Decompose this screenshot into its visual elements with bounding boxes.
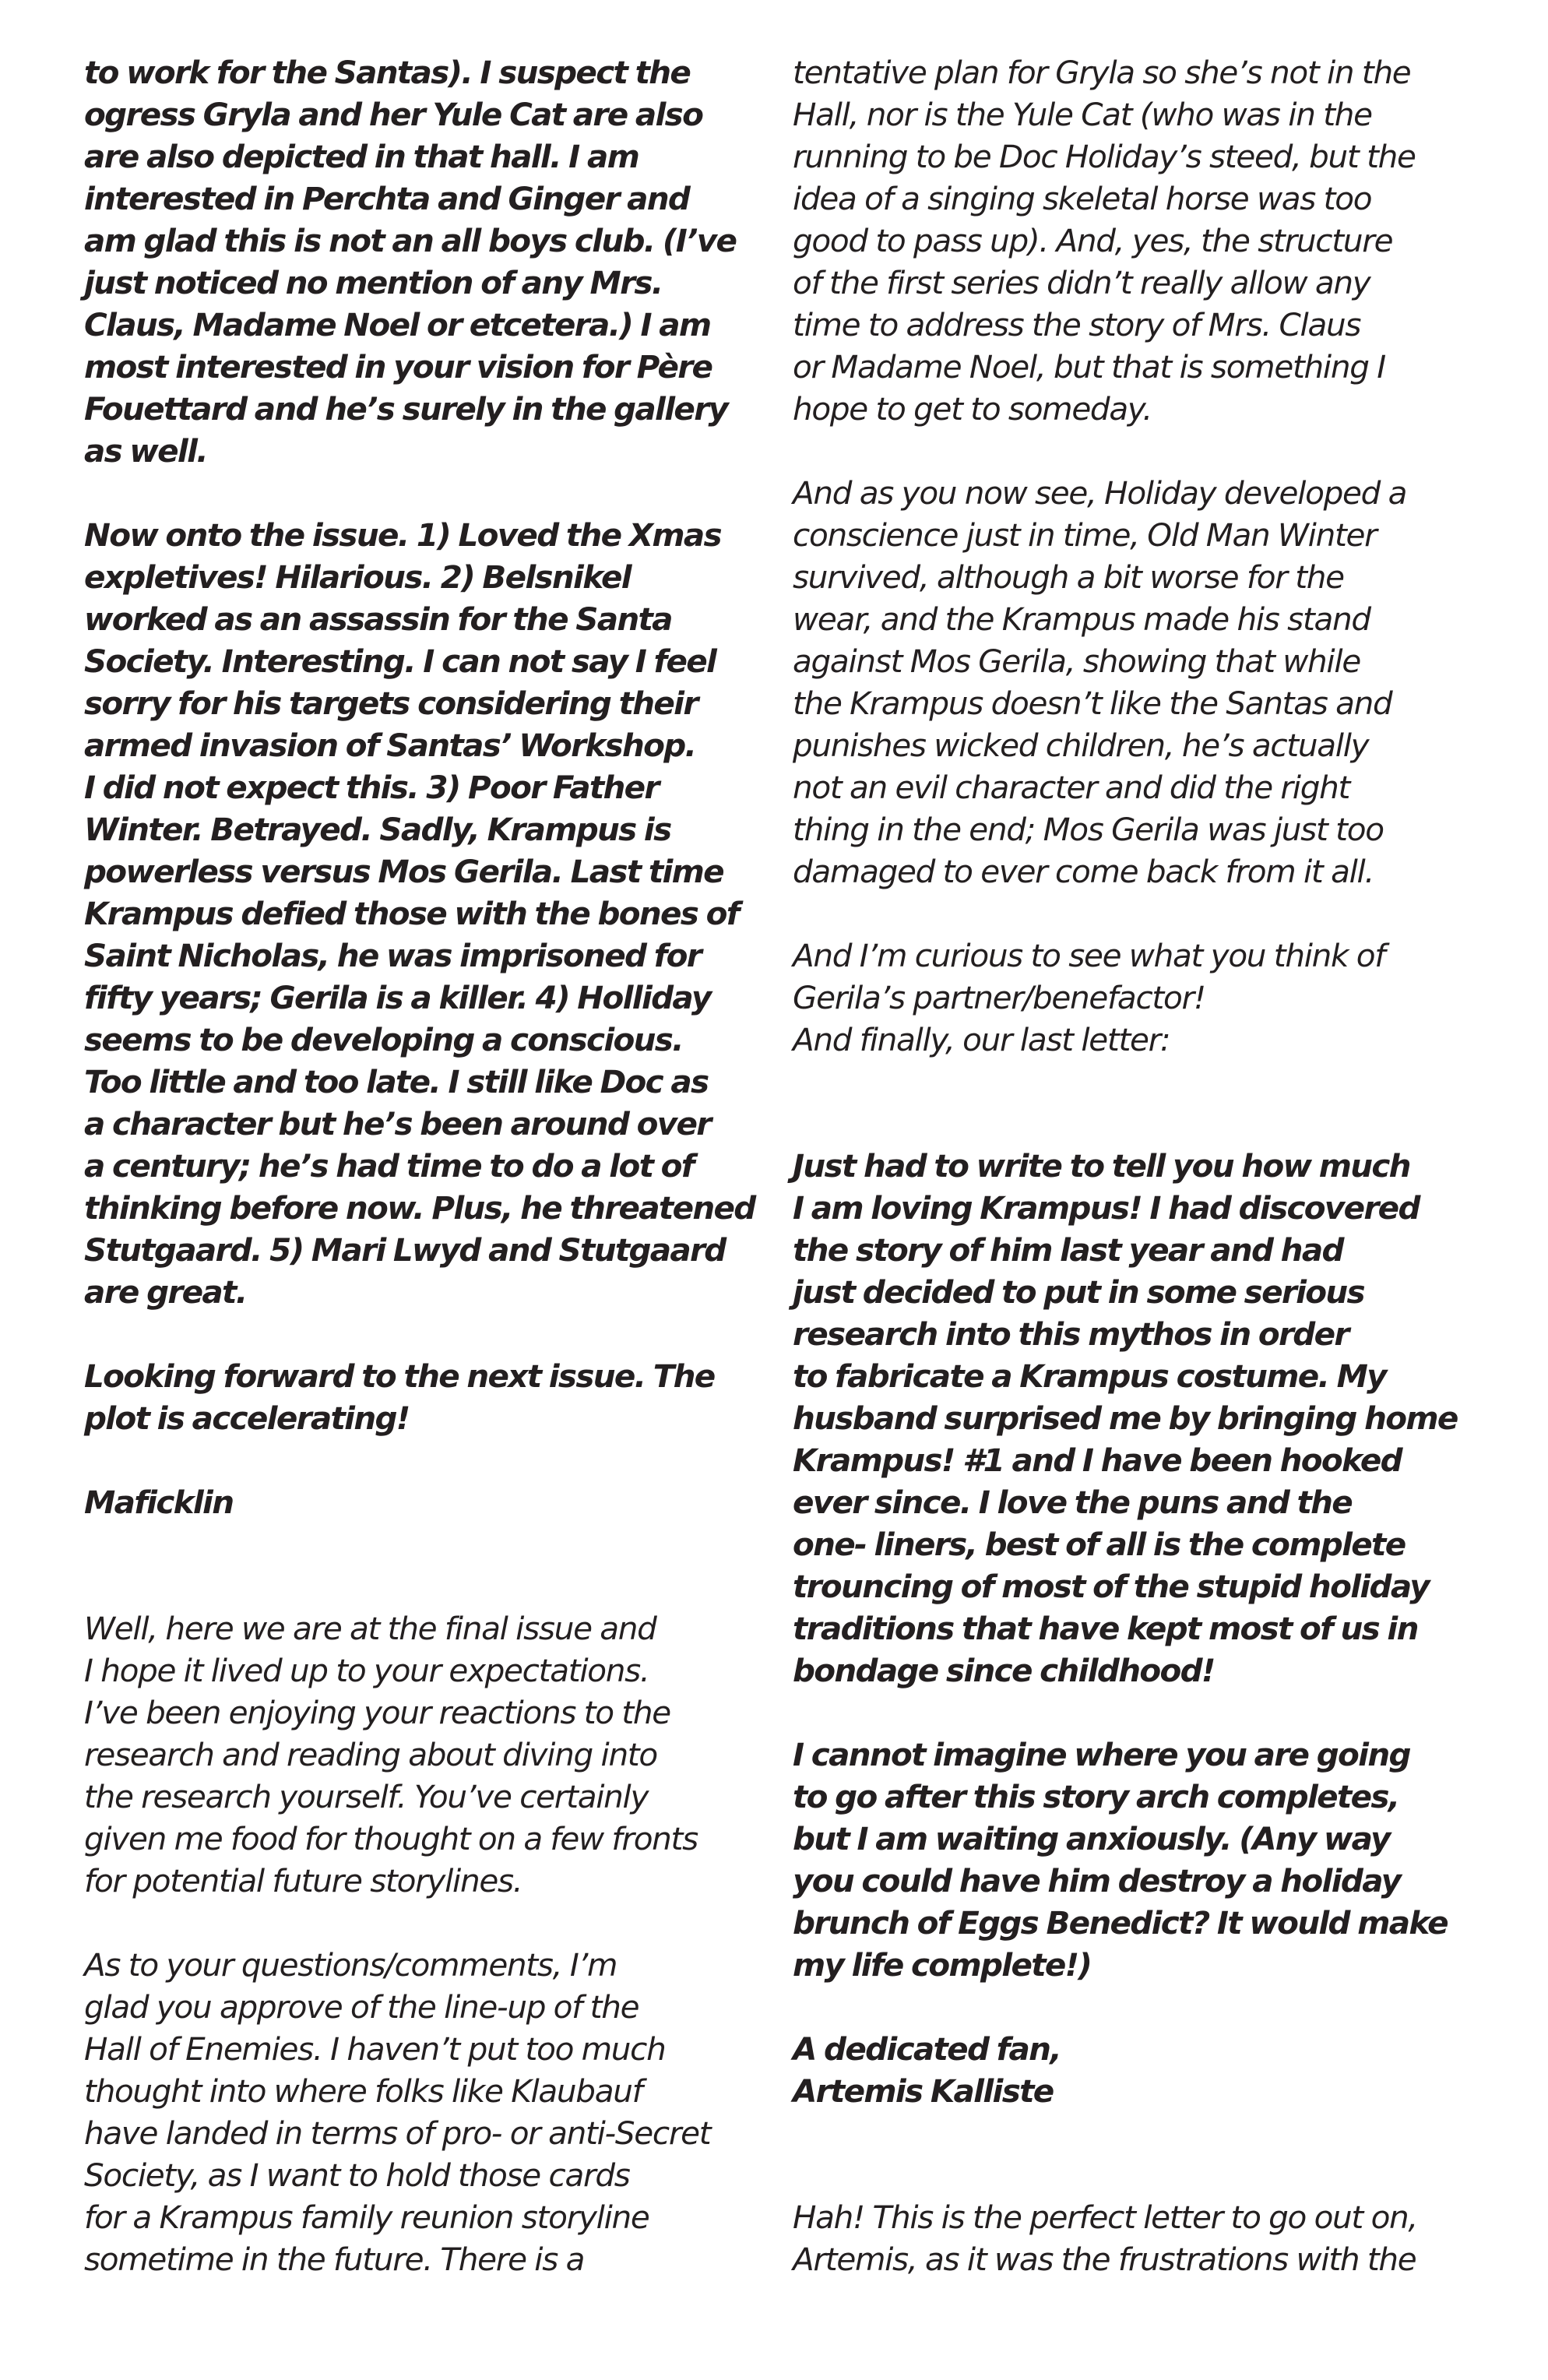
text-line: to go after this story arch completes,	[793, 1778, 1399, 1815]
text-line: fifty years; Gerila is a killer. 4) Holliday	[84, 979, 711, 1016]
reply-outro	[793, 935, 1521, 1061]
text-line: armed invasion of Santas’ Workshop.	[84, 727, 696, 764]
paragraph-gap	[793, 892, 1521, 935]
text-line: As to your questions/comments, I’m	[84, 1946, 617, 1984]
section-gap	[84, 1523, 812, 1607]
text-line: just noticed no mention of any Mrs.	[84, 264, 663, 301]
letter2-signoff	[793, 2028, 1521, 2112]
text-line: Krampus defied those with the bones of	[84, 895, 739, 932]
text-line: just decided to put in some serious	[793, 1273, 1364, 1311]
text-line: Just had to write to tell you how much	[793, 1147, 1410, 1185]
text-line: for potential future storylines.	[84, 1862, 522, 1899]
text-line: ever since. I love the puns and the	[793, 1484, 1353, 1521]
text-line: I am loving Krampus! I had discovered	[793, 1189, 1420, 1227]
paragraph-gap	[84, 1902, 812, 1944]
text-line: have landed in terms of pro- or anti-Secret	[84, 2114, 711, 2152]
text-line: husband surprised me by bringing home	[793, 1399, 1458, 1437]
text-line: research into this mythos in order	[793, 1315, 1349, 1353]
text-line: Hall of Enemies. I haven’t put too much	[84, 2030, 666, 2068]
text-line: I hope it lived up to your expectations.	[84, 1652, 649, 1689]
text-line: Hall, nor is the Yule Cat (who was in the	[793, 96, 1372, 133]
text-line: conscience just in time, Old Man Winter	[793, 516, 1377, 554]
text-line: I cannot imagine where you are going	[793, 1736, 1410, 1773]
text-line: thinking before now. Plus, he threatened	[84, 1189, 755, 1227]
text-line: wear, and the Krampus made his stand	[793, 600, 1370, 638]
text-line: And I’m curious to see what you think of	[793, 937, 1385, 974]
text-line: expletives! Hilarious. 2) Belsnikel	[84, 558, 631, 596]
text-line: Too little and too late. I still like Doc as	[84, 1063, 709, 1100]
text-line: glad you approve of the line-up of the	[84, 1988, 639, 2026]
reply-questions	[84, 1944, 812, 2280]
text-line: given me food for thought on a few fronts	[84, 1820, 698, 1857]
text-line: Gerila’s partner/benefactor!	[793, 979, 1205, 1016]
text-line: the story of him last year and had	[793, 1231, 1343, 1269]
right-column	[793, 51, 1521, 2280]
text-line: And finally, our last letter:	[793, 1021, 1170, 1058]
text-line: idea of a singing skeletal horse was too	[793, 180, 1372, 217]
text-line: seems to be developing a conscious.	[84, 1021, 683, 1058]
letter2-body	[793, 1145, 1521, 1692]
left-column	[84, 51, 812, 2280]
text-line: most interested in your vision for Père	[84, 348, 712, 386]
text-line: of the first series didn’t really allow any	[793, 264, 1370, 301]
letter-continuation	[84, 51, 812, 472]
section-gap	[793, 2112, 1521, 2196]
reply-intro	[84, 1607, 812, 1902]
text-line: interested in Perchta and Ginger and	[84, 180, 690, 217]
text-line: Society, as I want to hold those cards	[84, 2156, 630, 2194]
text-line: running to be Doc Holiday’s steed, but the	[793, 138, 1416, 175]
text-line: worked as an assassin for the Santa	[84, 600, 672, 638]
letter-signature: Artemis Kalliste	[793, 2072, 1054, 2110]
text-line: are also depicted in that hall. I am	[84, 138, 639, 175]
text-line: survived, although a bit worse for the	[793, 558, 1344, 596]
text-line: time to address the story of Mrs. Claus	[793, 306, 1361, 343]
paragraph-gap	[84, 1313, 812, 1355]
text-line: but I am waiting anxiously. (Any way	[793, 1820, 1390, 1857]
text-line: to work for the Santas). I suspect the	[84, 54, 691, 91]
paragraph-gap	[793, 1692, 1521, 1734]
text-line: research and reading about diving into	[84, 1736, 657, 1773]
text-line: plot is accelerating!	[84, 1399, 410, 1437]
text-line: I’ve been enjoying your reactions to the	[84, 1694, 670, 1731]
text-line: thing in the end; Mos Gerila was just too	[793, 811, 1384, 848]
text-line: Hah! This is the perfect letter to go out on,	[793, 2199, 1418, 2236]
text-line: am glad this is not an all boys club. (I’ve	[84, 222, 737, 259]
letter2-closing	[793, 1734, 1521, 1986]
text-line: for a Krampus family reunion storyline	[84, 2199, 649, 2236]
text-line: Artemis, as it was the frustrations with the	[793, 2241, 1416, 2278]
text-line: not an evil character and did the right	[793, 769, 1350, 806]
text-line: bondage since childhood!	[793, 1652, 1215, 1689]
text-line: I did not expect this. 3) Poor Father	[84, 769, 659, 806]
text-line: Krampus! #1 and I have been hooked	[793, 1442, 1402, 1479]
text-line: or Madame Noel, but that is something I	[793, 348, 1385, 386]
text-line: Society. Interesting. I can not say I feel	[84, 643, 716, 680]
text-line: damaged to ever come back from it all.	[793, 853, 1374, 890]
text-line: traditions that have kept most of us in	[793, 1610, 1418, 1647]
text-line: brunch of Eggs Benedict? It would make	[793, 1904, 1448, 1942]
text-line: punishes wicked children, he’s actually	[793, 727, 1369, 764]
text-line: to fabricate a Krampus costume. My	[793, 1357, 1386, 1395]
text-line: A dedicated fan,	[793, 2030, 1061, 2068]
text-line: Saint Nicholas, he was imprisoned for	[84, 937, 702, 974]
reply-holiday	[793, 472, 1521, 892]
text-line: are great.	[84, 1273, 247, 1311]
paragraph-gap	[793, 430, 1521, 472]
text-line: Claus, Madame Noel or etcetera.) I am	[84, 306, 711, 343]
text-line: trouncing of most of the stupid holiday	[793, 1568, 1429, 1605]
text-line: good to pass up). And, yes, the structure	[793, 222, 1393, 259]
final-reply	[793, 2196, 1521, 2280]
text-line: tentative plan for Gryla so she’s not in the	[793, 54, 1411, 91]
paragraph-gap	[84, 1439, 812, 1481]
text-line: you could have him destroy a holiday	[793, 1862, 1401, 1899]
text-line: thought into where folks like Klaubauf	[84, 2072, 642, 2110]
text-line: my life complete!)	[793, 1946, 1092, 1984]
paragraph-gap	[793, 1986, 1521, 2028]
text-line: the Krampus doesn’t like the Santas and	[793, 685, 1392, 722]
letter-closing	[84, 1355, 812, 1439]
text-line: Well, here we are at the final issue and	[84, 1610, 656, 1647]
text-line: Looking forward to the next issue. The	[84, 1357, 715, 1395]
text-line: Fouettard and he’s surely in the gallery	[84, 390, 728, 428]
text-line: sometime in the future. There is a	[84, 2241, 585, 2278]
text-line: Stutgaard. 5) Mari Lwyd and Stutgaard	[84, 1231, 726, 1269]
paragraph-gap	[84, 472, 812, 514]
reply-continuation	[793, 51, 1521, 430]
text-line: Winter. Betrayed. Sadly, Krampus is	[84, 811, 671, 848]
text-line: one- liners, best of all is the complete	[793, 1526, 1406, 1563]
text-line: And as you now see, Holiday developed a	[793, 474, 1407, 512]
text-line: against Mos Gerila, showing that while	[793, 643, 1360, 680]
text-line: sorry for his targets considering their	[84, 685, 698, 722]
text-line: a century; he’s had time to do a lot of	[84, 1147, 694, 1185]
text-line: powerless versus Mos Gerila. Last time	[84, 853, 723, 890]
text-line: a character but he’s been around over	[84, 1105, 711, 1142]
text-line: ogress Gryla and her Yule Cat are also	[84, 96, 703, 133]
text-line: Now onto the issue. 1) Loved the Xmas	[84, 516, 721, 554]
letter-issue-paragraph	[84, 514, 812, 1313]
section-gap	[793, 1061, 1521, 1145]
text-line: hope to get to someday.	[793, 390, 1152, 428]
letter-signature: Maficklin	[84, 1484, 234, 1521]
text-line: the research yourself. You’ve certainly	[84, 1778, 649, 1815]
text-line: as well.	[84, 432, 207, 470]
